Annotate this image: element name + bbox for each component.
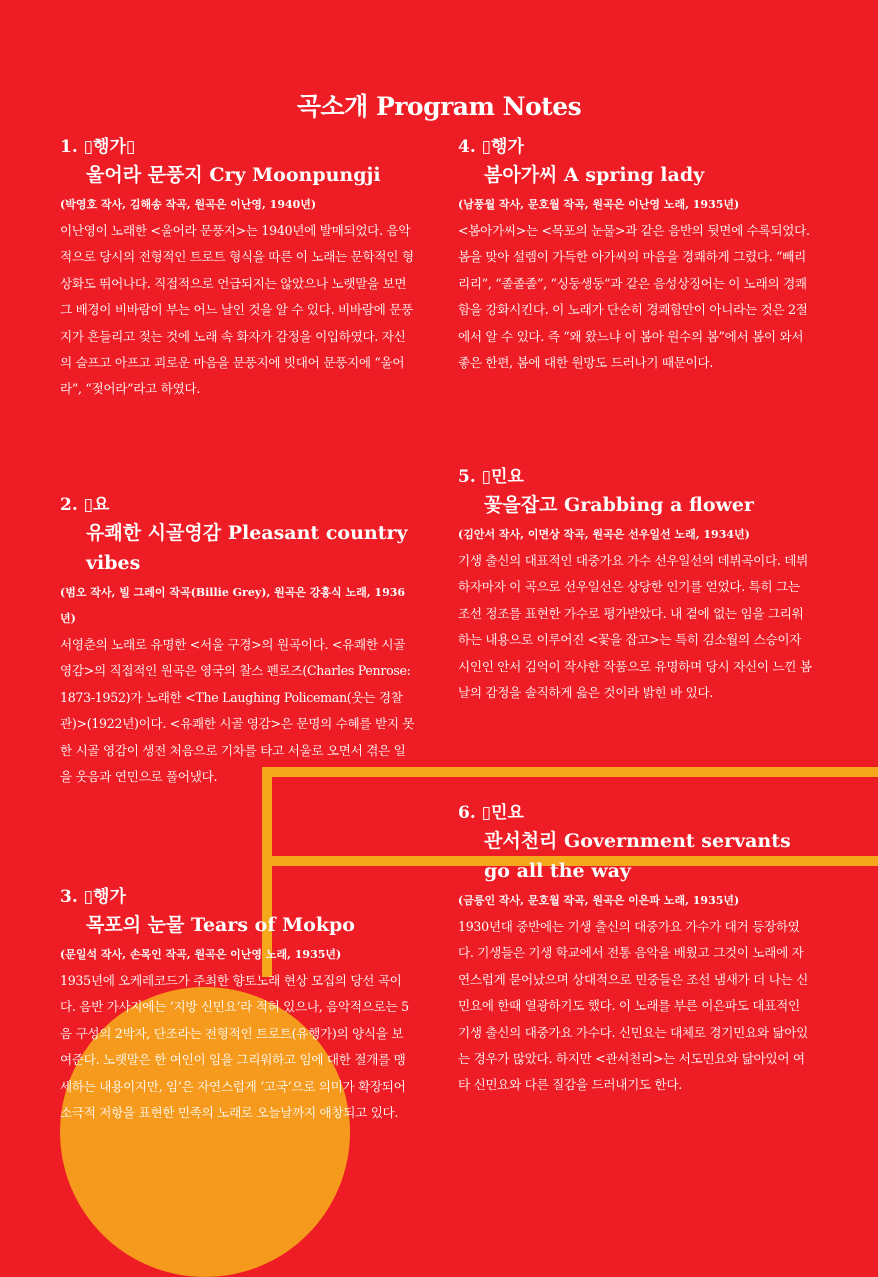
section-body: <봄아가씨>는 <목포의 눈물>과 같은 음반의 뒷면에 수록되었다. 봄을 맞아 설렘이 가득한 아가씨의 마음을 경쾌하게 그렸다. “빼리리리”, “졸졸졸”, “싱둥생둥”과 같은 음성상징어는 이 노래의 경쾌함을 강화시킨다. 이 노래가 단순히 경쾌함만이 아니라는 것은 2절에서 알 수 있다. 즉 “왜 왔느냐 이 봄아 원수의 봄”에서 봄이 와서 좋은 한편, 봄에 대한 원망도 드러나기 때문이다. bbox=[458, 223, 810, 371]
section-body: 1935년에 오케레코드가 주최한 향토노래 현상 모집의 당선 곡이다. 음반 가사지에는 ‘지방 신민요’라 적혀 있으나, 음악적으로는 5음 구성의 2박자, 단조라는 전형적인 트로트(유행가)의 양식을 보여준다. 노랫말은 한 여인이 임을 그리워하고 임에 대한 절개를 맹세하는 내용이지만, 임’은 자연스럽게 ‘고국’으로 의미가 확장되어 소극적 저항을 표현한 민족의 노래로 오늘날까지 애창되고 있다. bbox=[60, 973, 409, 1121]
section-number: 4. ▯행가 bbox=[458, 137, 524, 157]
section-number: 3. ▯행가 bbox=[60, 887, 126, 907]
song-title: 봄아가씨 A spring lady bbox=[484, 164, 705, 186]
song-credit: (범오 작사, 빌 그레이 작곡(Billie Grey), 원곡은 강홍식 노래, 1936년) bbox=[60, 586, 406, 625]
section-number: 5. ▯민요 bbox=[458, 467, 524, 487]
section-3 bbox=[60, 884, 415, 1126]
song-credit: (남풍월 작사, 문호월 작곡, 원곡은 이난영 노래, 1935년) bbox=[458, 198, 740, 211]
song-title: 유쾌한 시골영감 Pleasant country vibes bbox=[86, 522, 408, 574]
section-body: 기생 출신의 대표적인 대중가요 가수 선우일선의 데뷔곡이다. 데뷔하자마자 이 곡으로 선우일선은 상당한 인기를 얻었다. 특히 그는 조선 정조를 표현한 가수로 평가받았다. 내 곁에 없는 임을 그리워하는 내용으로 이루어진 <꽃을 잡고>는 특히 김소월의 스승이자 시인인 안서 김억이 작사한 작품으로 유명하며 당시 자신이 느낀 봄날의 감정을 솔직하게 읊은 것이라 밝힌 바 있다. bbox=[458, 553, 812, 701]
song-credit: (김안서 작사, 이면상 작곡, 원곡은 선우일선 노래, 1934년) bbox=[458, 528, 750, 541]
song-title: 목포의 눈물 Tears of Mokpo bbox=[86, 914, 355, 936]
section-number: 2. ▯요 bbox=[60, 495, 110, 515]
section-body: 이난영이 노래한 <울어라 문풍지>는 1940년에 발매되었다. 음악적으로 당시의 전형적인 트로트 형식을 따른 이 노래는 문학적인 형상화도 뛰어나다. 직접적으로 언급되지는 않았으나 노랫말을 보면 그 배경이 비바람이 부는 어느 날인 것을 알 수 있다. 비바람에 문풍지가 흔들리고 젖는 것에 노래 속 화자가 감정을 이입하였다. 자신의 슬프고 아프고 괴로운 마음을 문풍지에 빗대어 문풍지에 “울어라”, “젖어라”라고 하였다. bbox=[60, 223, 414, 397]
section-1 bbox=[60, 134, 415, 403]
section-6 bbox=[458, 800, 813, 1099]
section-number: 1. ▯행가▯ bbox=[60, 137, 136, 157]
section-number: 6. ▯민요 bbox=[458, 803, 524, 823]
song-title: 관서천리 Government servants go all the way bbox=[484, 830, 791, 882]
section-2 bbox=[60, 492, 415, 790]
section-body: 1930년대 중반에는 기생 출신의 대중가요 가수가 대거 등장하였다. 기생들은 기생 학교에서 전통 음악을 배웠고 그것이 노래에 자연스럽게 묻어났으며 상대적으로 민중들은 조선 냄새가 더 나는 신민요에 한때 열광하기도 했다. 이 노래를 부른 이은파도 대표적인 기생 출신의 대중가요 가수다. 신민요는 대체로 경기민요와 닮아있는 경우가 많았다. 하지만 <관서천리>는 서도민요와 닮아있어 여타 신민요와 다른 질감을 드러내기도 한다. bbox=[458, 919, 808, 1093]
song-credit: (문일석 작사, 손목인 작곡, 원곡은 이난영 노래, 1935년) bbox=[60, 948, 342, 961]
page-title: 곡소개 Program Notes bbox=[296, 91, 582, 121]
song-credit: (박영호 작사, 김해송 작곡, 원곡은 이난영, 1940년) bbox=[60, 198, 317, 211]
section-5 bbox=[458, 464, 813, 706]
section-body: 서영춘의 노래로 유명한 <서울 구경>의 원곡이다. <유쾌한 시골 영감>의 직접적인 원곡은 영국의 찰스 펜로즈(Charles Penrose: 1873-1952)가 노래한 <The Laughing Policeman(웃는 경찰관)>(1922년)이다. <유쾌한 시골 영감>은 문명의 수혜를 받지 못한 시골 영감이 생전 처음으로 기차를 타고 서울로 오면서 겪은 일을 웃음과 연민으로 풀어냈다. bbox=[60, 637, 415, 785]
song-title: 울어라 문풍지 Cry Moonpungji bbox=[86, 164, 381, 186]
section-4 bbox=[458, 134, 813, 376]
song-title: 꽃을잡고 Grabbing a flower bbox=[484, 494, 754, 516]
song-credit: (금릉인 작사, 문호월 작곡, 원곡은 이은파 노래, 1935년) bbox=[458, 894, 740, 907]
